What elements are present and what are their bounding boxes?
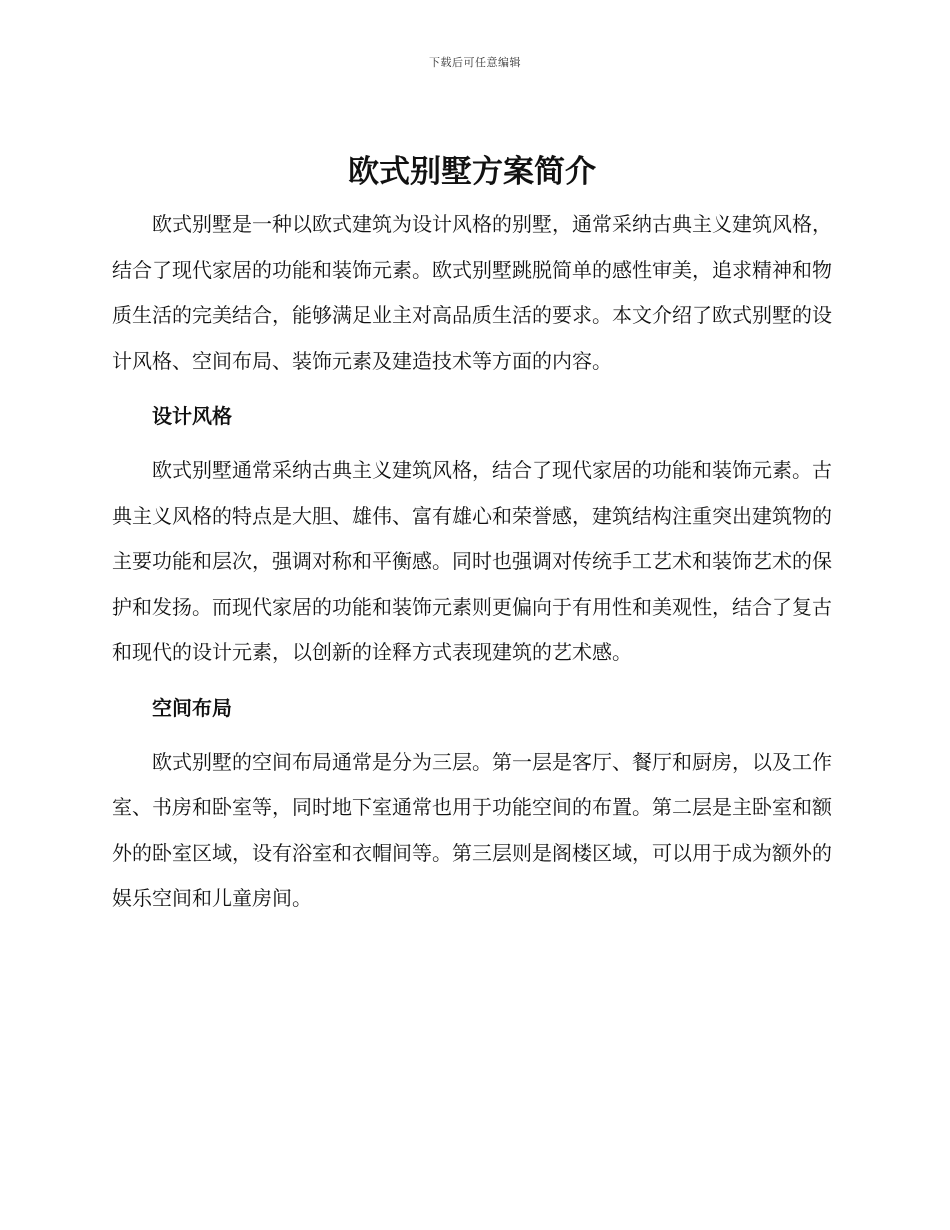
section-heading: 空间布局 bbox=[152, 695, 232, 720]
intro-paragraph: 欧式别墅是一种以欧式建筑为设计风格的别墅，通常采纳古典主义建筑风格，结合了现代家居的功能和装饰元素。欧式别墅跳脱简单的感性审美，追求精神和物质生活的完美结合，能够满足业主对高品质生活的要求。本文介绍了欧式别墅的设计风格、空间布局、装饰元素及建造技术等方面的内容。 bbox=[112, 212, 832, 373]
page-header: 下载后可任意编辑 bbox=[429, 56, 521, 69]
document-title: 欧式别墅方案简介 bbox=[348, 154, 596, 190]
section-paragraph: 欧式别墅通常采纳古典主义建筑风格，结合了现代家居的功能和装饰元素。古典主义风格的特点是大胆、雄伟、富有雄心和荣誉感，建筑结构注重突出建筑物的主要功能和层次，强调对称和平衡感。同时也强调对传统手工艺术和装饰艺术的保护和发扬。而现代家居的功能和装饰元素则更偏向于有用性和美观性，结合了复古和现代的设计元素，以创新的诠释方式表现建筑的艺术感。 bbox=[112, 458, 832, 664]
section-space-layout bbox=[112, 688, 832, 922]
section-paragraph: 欧式别墅的空间布局通常是分为三层。第一层是客厅、餐厅和厨房，以及工作室、书房和卧室等，同时地下室通常也用于功能空间的布置。第二层是主卧室和额外的卧室区域，设有浴室和衣帽间等。第三层则是阁楼区域，可以用于成为额外的娱乐空间和儿童房间。 bbox=[112, 749, 832, 910]
section-design-style bbox=[112, 396, 832, 676]
section-heading: 设计风格 bbox=[152, 404, 232, 428]
document-body bbox=[112, 148, 832, 922]
